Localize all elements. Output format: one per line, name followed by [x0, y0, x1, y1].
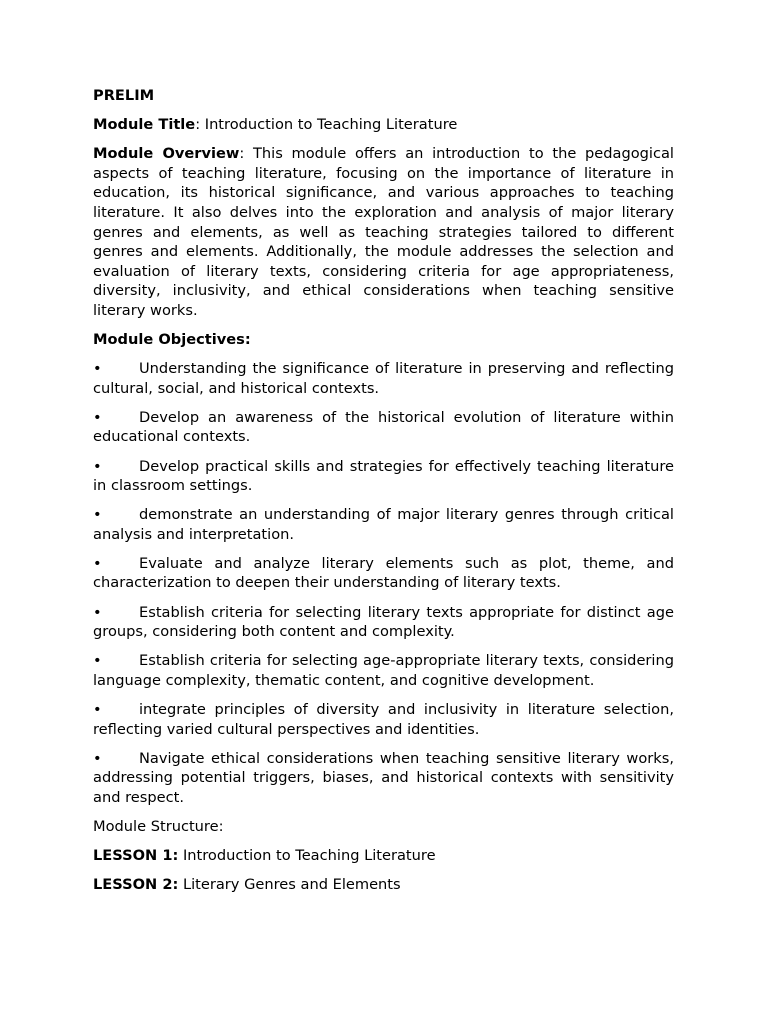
bullet-icon: •	[93, 700, 102, 718]
objective-text: Establish criteria for selecting literary texts appropriate for distinct age groups, considering both content and complexity.	[93, 603, 674, 641]
objective-item	[93, 408, 674, 447]
bullet-icon: •	[93, 457, 102, 475]
objectives-heading: Module Objectives:	[93, 331, 251, 349]
bullet-icon: •	[93, 554, 102, 572]
objective-text: Understanding the significance of literature in preserving and reflecting cultural, social, and historical contexts.	[93, 360, 674, 397]
objective-text: Develop an awareness of the historical evolution of literature within educational contexts.	[93, 408, 674, 446]
objective-item	[93, 457, 674, 496]
lesson-title: Introduction to Teaching Literature	[178, 847, 436, 864]
objective-item	[93, 651, 674, 690]
module-overview-label: Module Overview	[93, 145, 240, 163]
lesson-item	[93, 846, 674, 866]
prelim-heading: PRELIM	[93, 87, 155, 104]
module-overview-text: : This module offers an introduction to the pedagogical aspects of teaching literature, focusing on the importance of literature in education, its historical significance, and various approaches to teaching literature. It also delves into the exploration and analysis of major literary genres and elements, as well as teaching strategies tailored to different genres and elements. Additionally, the module addresses the selection and evaluation of literary texts, considering criteria for age appropriateness, diversity, inclusivity, and ethical considerations when teaching sensitive literary works.	[93, 145, 674, 319]
objective-item	[93, 505, 674, 544]
objective-item	[93, 603, 674, 642]
module-title	[93, 115, 674, 135]
objective-item	[93, 554, 674, 593]
bullet-icon: •	[93, 749, 102, 767]
lesson-item	[93, 875, 674, 895]
lesson-title: Literary Genres and Elements	[178, 876, 401, 894]
objective-item	[93, 359, 674, 398]
module-title-label: Module Title	[93, 116, 196, 134]
bullet-icon: •	[93, 360, 102, 378]
module-title-value: : Introduction to Teaching Literature	[195, 116, 458, 134]
bullet-icon: •	[93, 408, 102, 426]
objective-text: Establish criteria for selecting age-appropriate literary texts, considering language complexity, thematic content, and cognitive development.	[93, 652, 674, 689]
bullet-icon: •	[93, 652, 102, 670]
lesson-label: LESSON 1:	[93, 847, 179, 864]
bullet-icon: •	[93, 506, 102, 524]
objective-text: integrate principles of diversity and inclusivity in literature selection, reflecting varied cultural perspectives and identities.	[93, 700, 674, 738]
module-overview	[93, 144, 674, 320]
objective-item	[93, 749, 674, 808]
objective-text: demonstrate an understanding of major literary genres through critical analysis and interpretation.	[93, 506, 674, 543]
objective-item	[93, 700, 674, 739]
structure-heading: Module Structure:	[93, 817, 224, 835]
bullet-icon: •	[93, 603, 102, 621]
objective-text: Develop practical skills and strategies for effectively teaching literature in classroom settings.	[93, 457, 674, 495]
objective-text: Navigate ethical considerations when teaching sensitive literary works, addressing potential triggers, biases, and historical contexts with sensitivity and respect.	[93, 749, 674, 806]
objective-text: Evaluate and analyze literary elements such as plot, theme, and characterization to deepen their understanding of literary texts.	[93, 554, 674, 592]
lesson-label: LESSON 2:	[93, 876, 179, 894]
